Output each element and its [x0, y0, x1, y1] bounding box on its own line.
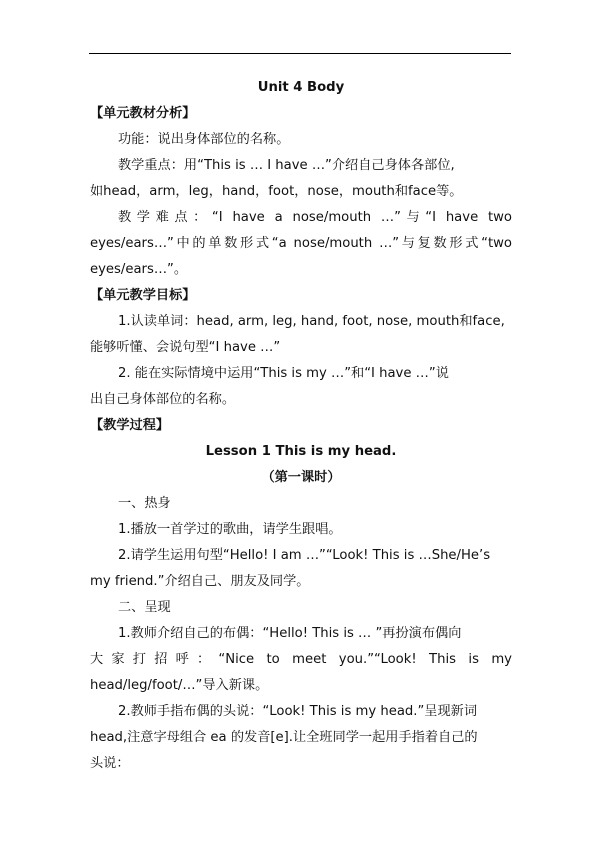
warmup-item2-line1: 2.请学生运用句型“Hello! I am …”“Look! This is …She/He’s	[118, 548, 491, 563]
present-item1-line2: 大家打招呼：“Nice to meet you.”“Look! This is my	[90, 652, 512, 667]
lesson-title: Lesson 1 This is my head.	[205, 444, 397, 459]
section-heading-process: 【教学过程】	[90, 418, 170, 433]
difficulty-text-line2: eyes/ears…”中的单数形式“a nose/mouth …”与复数形式“two	[90, 236, 512, 251]
difficulty-text-line1: 教学难点：“I have a nose/mouth …”与“I have two	[118, 210, 512, 225]
focus-text-line1: 教学重点：用“This is … I have …”介绍自己身体各部位,	[118, 158, 455, 173]
present-item2-line2: head,注意字母组合 ea 的发音[e].让全班同学一起用手指着自己的	[90, 730, 478, 745]
section-heading-analysis: 【单元教材分析】	[90, 106, 196, 121]
goal1-line1: 1.认读单词：head, arm, leg, hand, foot, nose, mouth和face,	[118, 314, 505, 329]
present-item1-line1: 1.教师介绍自己的布偶：“Hello! This is … ”再扮演布偶向	[118, 626, 462, 641]
difficulty-text-line3: eyes/ears…”。	[90, 262, 188, 277]
header-rule	[89, 53, 511, 54]
warmup-item1: 1.播放一首学过的歌曲，请学生跟唱。	[118, 522, 342, 537]
goal1-line2: 能够听懂、会说句型“I have …”	[90, 340, 281, 355]
warmup-item2-line2: my friend.”介绍自己、朋友及同学。	[90, 574, 310, 589]
function-text: 功能：说出身体部位的名称。	[118, 132, 290, 147]
present-item1-line3: head/leg/foot/…”导入新课。	[90, 678, 269, 693]
present-item2-line3: 头说：	[90, 756, 130, 771]
warmup-heading: 一、热身	[118, 496, 171, 511]
focus-text-line2: 如head，arm，leg，hand，foot，nose，mouth和face等。	[90, 184, 463, 199]
present-heading: 二、呈现	[118, 600, 171, 615]
document-title: Unit 4 Body	[257, 80, 345, 95]
goal2-line1: 2. 能在实际情境中运用“This is my …”和“I have …”说	[118, 366, 449, 381]
section-heading-goals: 【单元教学目标】	[90, 288, 196, 303]
goal2-line2: 出自己身体部位的名称。	[90, 392, 236, 407]
present-item2-line1: 2.教师手指布偶的头说：“Look! This is my head.”呈现新词	[118, 704, 478, 719]
lesson-period: （第一课时）	[261, 470, 341, 485]
